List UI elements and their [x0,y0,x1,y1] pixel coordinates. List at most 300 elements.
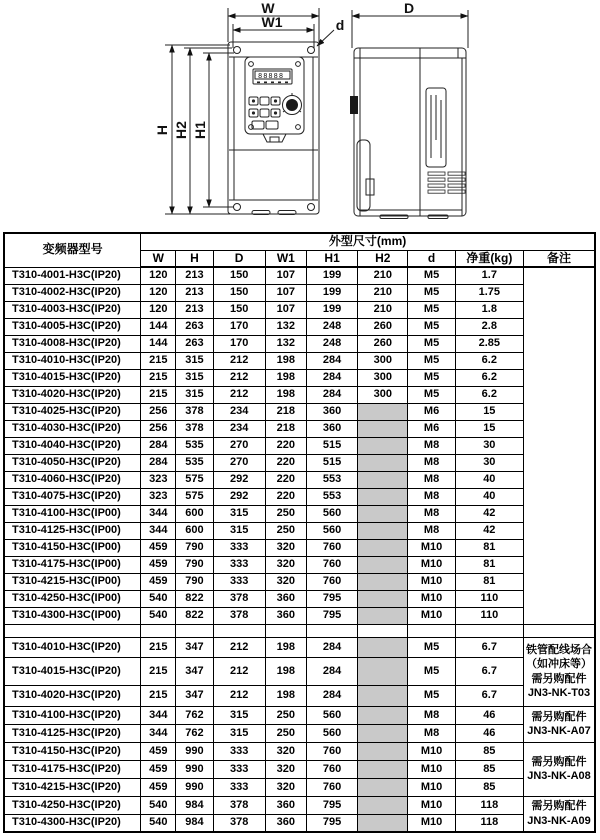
cell-screw-size: M8 [408,437,455,454]
remark-line: （如冲床等） [525,658,592,671]
cell-w: 344 [141,522,176,539]
dim-label-d-hole: d [335,17,345,33]
remark-cell [523,706,595,742]
cell-h: 263 [176,318,213,335]
cell-net-weight: 42 [455,505,523,522]
cell-w: 215 [141,685,176,706]
remark-line: JN3-NK-A08 [527,770,591,782]
cell-screw-size: M8 [408,471,455,488]
cell-net-weight: 6.7 [455,637,523,657]
table-row [4,369,595,386]
cell-d: 333 [213,742,265,760]
col-header-remark: 备注 [523,251,595,268]
table-row [4,556,595,573]
cell-screw-size: M10 [408,778,455,796]
table-row [4,814,595,832]
cell-d: 378 [213,607,265,624]
cell-h2 [358,685,408,706]
cell-d: 333 [213,760,265,778]
cell-w: 459 [141,573,176,590]
panel-screw [296,62,301,67]
cell-net-weight: 85 [455,778,523,796]
col-header-h: H [176,251,213,268]
side-view [350,10,468,219]
cell-w: 459 [141,778,176,796]
cell-h1: 795 [306,607,357,624]
remark-line: JN3-NK-A09 [527,814,591,827]
cell-net-weight: 2.85 [455,335,523,352]
table-row [4,386,595,403]
dim-label-h1: H1 [192,121,208,139]
cell-model: T310-4050-H3C(IP20) [4,454,141,471]
cell-net-weight: 81 [455,556,523,573]
cell-h1: 284 [306,637,357,657]
cell-h: 347 [176,657,213,685]
cell-h2: 210 [358,301,408,318]
cell-h: 315 [176,386,213,403]
cell-model: T310-4003-H3C(IP20) [4,301,141,318]
cell-w1: 360 [265,796,306,814]
table-row [4,454,595,471]
cell-h1: 248 [306,335,357,352]
spacer-cell [265,624,306,637]
cell-h2 [358,796,408,814]
cell-net-weight: 81 [455,573,523,590]
cell-h: 762 [176,724,213,742]
cell-model: T310-4005-H3C(IP20) [4,318,141,335]
cell-screw-size: M5 [408,685,455,706]
dim-label-h2: H2 [173,121,189,139]
cell-w: 256 [141,420,176,437]
cell-h1: 560 [306,522,357,539]
cell-net-weight: 46 [455,724,523,742]
cell-d: 333 [213,778,265,796]
cell-model: T310-4250-H3C(IP20) [4,796,141,814]
cell-net-weight: 6.2 [455,369,523,386]
table-row [4,590,595,607]
cell-screw-size: M6 [408,420,455,437]
table-row [4,488,595,505]
panel-notch [263,134,286,142]
cell-d: 212 [213,657,265,685]
cell-model: T310-4150-H3C(IP20) [4,742,141,760]
cell-h1: 199 [306,267,357,284]
cell-h: 822 [176,590,213,607]
cell-d: 270 [213,437,265,454]
cell-d: 315 [213,522,265,539]
cell-h1: 795 [306,590,357,607]
cell-net-weight: 42 [455,522,523,539]
cell-net-weight: 2.8 [455,318,523,335]
cell-d: 378 [213,796,265,814]
cell-h2 [358,760,408,778]
cell-model: T310-4075-H3C(IP20) [4,488,141,505]
cell-net-weight: 1.7 [455,267,523,284]
cell-screw-size: M8 [408,522,455,539]
cell-w1: 320 [265,556,306,573]
table-row [4,539,595,556]
cell-h: 378 [176,420,213,437]
cell-h1: 760 [306,760,357,778]
cell-model: T310-4125-H3C(IP20) [4,724,141,742]
cell-d: 333 [213,556,265,573]
cell-h1: 760 [306,742,357,760]
cell-screw-size: M8 [408,488,455,505]
cell-screw-size: M5 [408,284,455,301]
cell-w: 215 [141,369,176,386]
cell-model: T310-4008-H3C(IP20) [4,335,141,352]
cell-w: 344 [141,706,176,724]
cell-h: 347 [176,685,213,706]
cell-h2 [358,590,408,607]
dimension-diagram [0,0,600,230]
cell-w: 459 [141,742,176,760]
cell-screw-size: M5 [408,267,455,284]
col-header-d: D [213,251,265,268]
table-row [4,637,595,657]
cell-w: 215 [141,637,176,657]
cell-screw-size: M5 [408,301,455,318]
table-row [4,724,595,742]
cell-w: 459 [141,556,176,573]
cell-h: 790 [176,556,213,573]
table-row [4,471,595,488]
cell-screw-size: M10 [408,590,455,607]
cell-d: 150 [213,284,265,301]
cell-h: 315 [176,369,213,386]
cell-screw-size: M10 [408,814,455,832]
cell-screw-size: M6 [408,403,455,420]
cell-screw-size: M5 [408,637,455,657]
cell-w: 120 [141,284,176,301]
cell-h2 [358,657,408,685]
cell-screw-size: M5 [408,657,455,685]
cell-screw-size: M5 [408,318,455,335]
col-header-w1: W1 [265,251,306,268]
cell-d: 378 [213,590,265,607]
cell-h1: 560 [306,724,357,742]
cell-w1: 198 [265,657,306,685]
table-row [4,284,595,301]
vent-grille [428,172,465,193]
cell-d: 150 [213,301,265,318]
cell-h2 [358,724,408,742]
remark-empty-cell [523,267,595,624]
spacer-cell [358,624,408,637]
cell-model: T310-4215-H3C(IP20) [4,778,141,796]
cell-screw-size: M5 [408,335,455,352]
cell-h1: 199 [306,284,357,301]
table-row [4,267,595,284]
cell-h1: 795 [306,796,357,814]
col-header-h1: H1 [306,251,357,268]
cell-net-weight: 6.7 [455,657,523,685]
cell-w1: 250 [265,724,306,742]
cell-net-weight: 30 [455,454,523,471]
table-row [4,420,595,437]
cell-net-weight: 6.2 [455,352,523,369]
cell-net-weight: 118 [455,814,523,832]
cell-w: 215 [141,657,176,685]
cell-model: T310-4002-H3C(IP20) [4,284,141,301]
cell-h: 790 [176,573,213,590]
cell-w1: 320 [265,742,306,760]
table-row [4,685,595,706]
cell-h: 575 [176,471,213,488]
spacer-cell [523,624,595,637]
spacer-cell [213,624,265,637]
cell-h2: 210 [358,284,408,301]
cell-h1: 248 [306,318,357,335]
panel-screw [249,62,254,67]
cell-w1: 107 [265,267,306,284]
cell-h1: 553 [306,488,357,505]
cell-screw-size: M10 [408,539,455,556]
cell-model: T310-4001-H3C(IP20) [4,267,141,284]
cell-w: 323 [141,488,176,505]
cell-w: 459 [141,760,176,778]
cell-model: T310-4125-H3C(IP00) [4,522,141,539]
cell-h2 [358,742,408,760]
side-body [354,48,466,216]
cell-w1: 250 [265,505,306,522]
cell-h: 990 [176,778,213,796]
col-header-screw-size: d [408,251,455,268]
cell-h: 984 [176,814,213,832]
knob [283,93,302,115]
table-row [4,607,595,624]
cell-d: 170 [213,318,265,335]
table-row [4,760,595,778]
cell-h2 [358,637,408,657]
cell-model: T310-4100-H3C(IP20) [4,706,141,724]
cell-model: T310-4300-H3C(IP00) [4,607,141,624]
cell-h2 [358,814,408,832]
cell-d: 315 [213,706,265,724]
col-header-h2: H2 [358,251,408,268]
cell-model: T310-4215-H3C(IP00) [4,573,141,590]
cell-d: 150 [213,267,265,284]
cell-w1: 320 [265,760,306,778]
cell-h1: 760 [306,573,357,590]
cell-h2 [358,437,408,454]
remark-line: 需另购配件 [531,800,587,813]
cell-h2 [358,573,408,590]
table-row [4,403,595,420]
cell-h1: 760 [306,539,357,556]
cell-h: 790 [176,539,213,556]
cell-h1: 284 [306,685,357,706]
cell-w: 540 [141,814,176,832]
cell-h2 [358,778,408,796]
cell-h: 347 [176,637,213,657]
cell-screw-size: M8 [408,724,455,742]
cell-w: 144 [141,335,176,352]
cell-h: 990 [176,760,213,778]
cell-w1: 320 [265,573,306,590]
cell-w: 215 [141,386,176,403]
cell-d: 212 [213,637,265,657]
cell-w1: 220 [265,488,306,505]
cell-net-weight: 30 [455,437,523,454]
table-row [4,335,595,352]
cell-screw-size: M10 [408,573,455,590]
mounting-hole [308,47,315,54]
cell-h1: 515 [306,437,357,454]
cell-h2: 260 [358,318,408,335]
remark-line: 铁管配线场合 [525,643,592,656]
cell-d: 270 [213,454,265,471]
dim-label-d: D [403,0,415,16]
display-digits: 88888 [258,72,285,80]
cell-h1: 760 [306,556,357,573]
cell-w1: 198 [265,352,306,369]
cell-w: 284 [141,437,176,454]
cell-h1: 360 [306,403,357,420]
spacer-cell [306,624,357,637]
cell-w1: 132 [265,335,306,352]
dimensions-table [3,232,596,833]
dim-d-hole [317,30,334,46]
cell-h: 535 [176,437,213,454]
cell-net-weight: 15 [455,403,523,420]
cell-model: T310-4175-H3C(IP20) [4,760,141,778]
cell-h: 263 [176,335,213,352]
cell-w: 540 [141,590,176,607]
cell-d: 212 [213,386,265,403]
cell-screw-size: M8 [408,454,455,471]
spacer-row [4,624,595,637]
cell-d: 170 [213,335,265,352]
cell-h1: 284 [306,352,357,369]
cell-h: 213 [176,284,213,301]
cell-w1: 107 [265,284,306,301]
cell-h: 762 [176,706,213,724]
table-row [4,318,595,335]
cell-model: T310-4040-H3C(IP20) [4,437,141,454]
cell-w: 120 [141,301,176,318]
cell-net-weight: 1.75 [455,284,523,301]
remark-cell [523,742,595,796]
cell-screw-size: M10 [408,760,455,778]
cell-d: 315 [213,724,265,742]
cell-w1: 360 [265,590,306,607]
cell-h1: 795 [306,814,357,832]
cell-w1: 320 [265,539,306,556]
cell-w: 459 [141,539,176,556]
cell-h: 535 [176,454,213,471]
cell-h2: 300 [358,369,408,386]
cell-model: T310-4015-H3C(IP20) [4,657,141,685]
panel-latch [270,137,279,142]
col-header-w: W [141,251,176,268]
cell-h2: 300 [358,352,408,369]
cell-h2 [358,706,408,724]
panel-screw [296,125,301,130]
cell-h2 [358,403,408,420]
cell-w1: 360 [265,607,306,624]
cell-net-weight: 85 [455,742,523,760]
remark-line: 需另购配件 [531,710,587,723]
cell-model: T310-4010-H3C(IP20) [4,637,141,657]
cell-h: 822 [176,607,213,624]
cell-net-weight: 110 [455,590,523,607]
cell-h2: 260 [358,335,408,352]
remark-line: 需另购配件 [531,672,587,685]
cell-screw-size: M10 [408,607,455,624]
cell-net-weight: 110 [455,607,523,624]
cell-net-weight: 40 [455,471,523,488]
side-connector [350,96,358,114]
cell-w1: 198 [265,637,306,657]
table-row [4,778,595,796]
cell-model: T310-4300-H3C(IP20) [4,814,141,832]
cell-w: 256 [141,403,176,420]
cell-net-weight: 1.8 [455,301,523,318]
cell-w1: 107 [265,301,306,318]
cell-screw-size: M8 [408,706,455,724]
cell-w1: 320 [265,778,306,796]
cell-h2 [358,454,408,471]
cell-d: 333 [213,539,265,556]
front-cover-edge [357,140,370,211]
cell-w1: 220 [265,454,306,471]
cell-h2 [358,420,408,437]
cell-model: T310-4250-H3C(IP00) [4,590,141,607]
cell-net-weight: 40 [455,488,523,505]
cell-d: 315 [213,505,265,522]
col-header-net-weight: 净重(kg) [455,251,523,268]
cell-h1: 284 [306,386,357,403]
cell-w1: 250 [265,522,306,539]
table-row [4,796,595,814]
cell-d: 333 [213,573,265,590]
cell-h: 984 [176,796,213,814]
dim-label-w1: W1 [261,14,283,30]
cell-model: T310-4100-H3C(IP00) [4,505,141,522]
cell-h: 213 [176,267,213,284]
cell-model: T310-4020-H3C(IP20) [4,685,141,706]
cell-model: T310-4150-H3C(IP00) [4,539,141,556]
cell-h1: 360 [306,420,357,437]
cell-w1: 198 [265,386,306,403]
table-row [4,437,595,454]
keypad-buttons [249,97,280,129]
col-header-dimensions-group: 外型尺寸(mm) [141,233,595,251]
cell-net-weight: 6.7 [455,685,523,706]
cell-model: T310-4010-H3C(IP20) [4,352,141,369]
cell-w1: 220 [265,437,306,454]
cell-d: 234 [213,403,265,420]
cell-h2: 210 [358,267,408,284]
cell-d: 292 [213,471,265,488]
cell-d: 212 [213,369,265,386]
cell-h2 [358,471,408,488]
cell-h2 [358,539,408,556]
remark-line: 需另购配件 [531,755,587,768]
remark-line: JN3-NK-T03 [527,686,591,699]
cell-model: T310-4175-H3C(IP00) [4,556,141,573]
cell-h1: 284 [306,369,357,386]
table-row [4,706,595,724]
cell-h2: 300 [358,386,408,403]
cell-net-weight: 15 [455,420,523,437]
spacer-cell [4,624,141,637]
cell-w: 344 [141,724,176,742]
mounting-hole [234,47,241,54]
cell-w: 540 [141,607,176,624]
cell-w1: 132 [265,318,306,335]
